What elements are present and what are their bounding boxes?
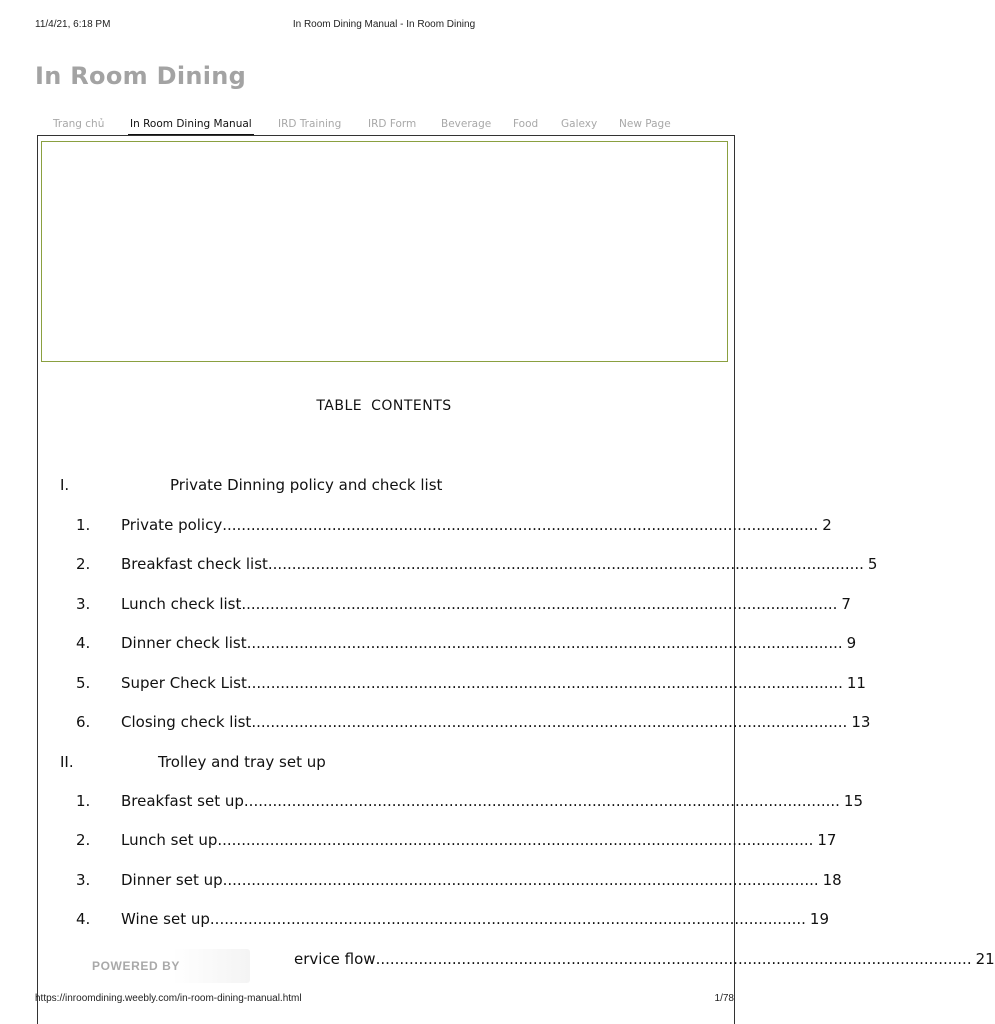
entry-label: Breakfast set up [121, 792, 244, 810]
entry-label: ervice flow [294, 950, 376, 968]
entry-label: Dinner set up [121, 871, 223, 889]
dot-leader: ............................................................................................................................. [243, 792, 840, 810]
entry-label: Super Check List [121, 674, 247, 692]
entry-label: Private policy [121, 516, 223, 534]
print-url: https://inroomdining.weebly.com/in-room-dining-manual.html [35, 993, 302, 1004]
toc-entry[interactable] [0, 792, 864, 812]
section-title: Private Dinning policy and check list [170, 476, 443, 494]
entry-number: 2. [76, 555, 91, 573]
entry-number: 3. [76, 871, 91, 889]
entry-page: 7 [841, 595, 851, 613]
dot-leader: ............................................................................................................................. [246, 634, 843, 652]
toc-entry[interactable] [0, 831, 837, 851]
nav-item-food[interactable]: Food [513, 118, 539, 130]
dot-leader: ............................................................................................................................. [246, 674, 843, 692]
nav-item-beverage[interactable]: Beverage [441, 118, 492, 130]
entry-number: 2. [76, 831, 91, 849]
print-doc-title: In Room Dining Manual - In Room Dining [292, 19, 476, 30]
toc-entry[interactable] [0, 595, 851, 615]
dot-leader: ............................................................................................................................. [209, 910, 806, 928]
powered-by-badge[interactable] [78, 949, 250, 983]
nav-item-in-room-dining-manual[interactable]: In Room Dining Manual [128, 113, 254, 135]
toc-entry[interactable] [0, 516, 832, 536]
toc-section-2 [0, 753, 768, 773]
print-datetime: 11/4/21, 6:18 PM [35, 19, 111, 30]
dot-leader: ............................................................................................................................. [375, 950, 972, 968]
dot-leader: ............................................................................................................................. [222, 516, 819, 534]
nav-item-ird-form[interactable]: IRD Form [368, 118, 417, 130]
toc-entry[interactable] [0, 871, 842, 891]
toc-entry[interactable] [0, 713, 871, 733]
toc-entry[interactable] [0, 674, 866, 694]
dot-leader: ............................................................................................................................. [241, 595, 838, 613]
dot-leader: ............................................................................................................................. [217, 831, 814, 849]
main-nav [37, 113, 737, 135]
entry-page: 21 [975, 950, 995, 968]
toc-title: TABLE CONTENTS [316, 398, 452, 414]
entry-page: 9 [846, 634, 857, 652]
nav-item-trang-chu[interactable]: Trang chủ [53, 118, 105, 130]
entry-number: 3. [76, 595, 91, 613]
entry-label: Dinner check list [121, 634, 247, 652]
entry-page: 11 [846, 674, 866, 692]
section-title: Trolley and tray set up [158, 753, 326, 771]
entry-number: 1. [76, 792, 91, 810]
toc-entry[interactable] [0, 555, 878, 575]
toc-entry[interactable] [0, 910, 830, 930]
print-header [0, 0, 768, 50]
entry-page: 18 [822, 871, 842, 889]
entry-page: 13 [851, 713, 871, 731]
powered-by-label: POWERED BY [92, 959, 181, 973]
entry-page: 5 [867, 555, 878, 573]
entry-number: 5. [76, 674, 91, 692]
entry-number: 6. [76, 713, 91, 731]
entry-page: 19 [809, 910, 830, 928]
entry-number: 4. [76, 910, 91, 928]
entry-label: Closing check list [121, 713, 252, 731]
entry-label: Lunch check list [121, 595, 242, 613]
entry-label: Breakfast check list [121, 555, 268, 573]
entry-page: 17 [817, 831, 837, 849]
nav-item-new-page[interactable]: New Page [619, 118, 671, 130]
print-page-indicator: 1/78 [714, 993, 734, 1004]
entry-page: 15 [843, 792, 864, 810]
site-title[interactable]: In Room Dining [35, 62, 247, 90]
nav-item-galexy[interactable]: Galexy [561, 118, 598, 130]
toc-entry[interactable] [0, 634, 857, 654]
embedded-banner [41, 141, 728, 362]
entry-number: 1. [76, 516, 91, 534]
toc-section-1 [0, 476, 768, 496]
entry-page: 2 [822, 516, 832, 534]
section-numeral: I. [60, 476, 70, 494]
section-numeral: II. [60, 753, 74, 771]
nav-item-ird-training[interactable]: IRD Training [278, 118, 342, 130]
dot-leader: ............................................................................................................................. [222, 871, 819, 889]
entry-label: Lunch set up [121, 831, 218, 849]
entry-number: 4. [76, 634, 91, 652]
dot-leader: ............................................................................................................................. [267, 555, 864, 573]
dot-leader: ............................................................................................................................. [251, 713, 848, 731]
entry-label: Wine set up [121, 910, 210, 928]
